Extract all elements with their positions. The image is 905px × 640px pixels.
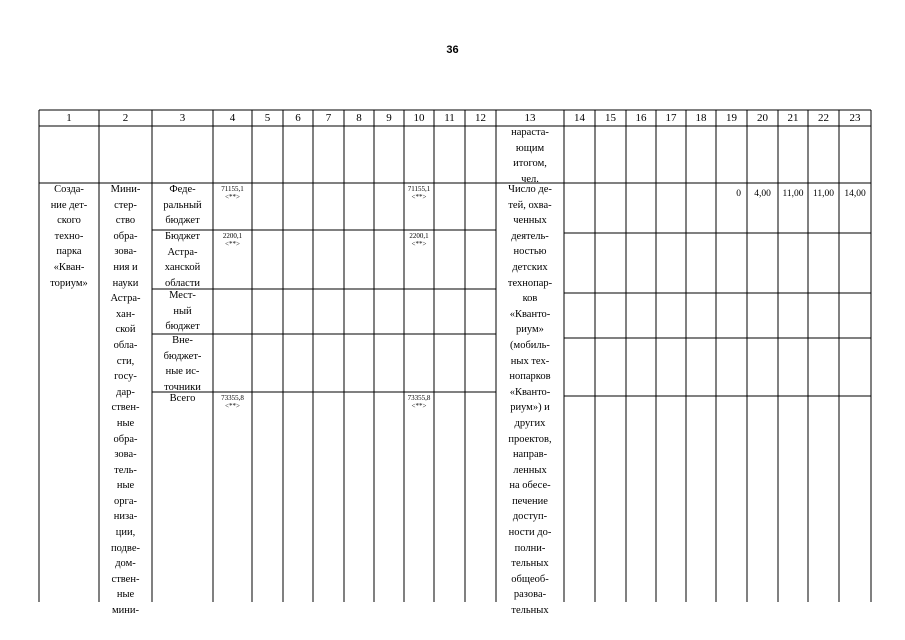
header-col-19: 19 xyxy=(726,112,737,124)
header-col-12: 12 xyxy=(475,112,486,124)
activity-name: Созда- ние дет- ского техно- парка «Кван- ториум» xyxy=(50,184,88,289)
header-col-20: 20 xyxy=(757,112,768,124)
header-col-17: 17 xyxy=(665,112,677,124)
amount-col4-regional: 2200,1 <**> xyxy=(222,232,243,248)
header-col-7: 7 xyxy=(325,112,332,124)
header-col-13: 13 xyxy=(524,112,536,124)
source-extrabudgetary: Вне- бюджет- ные ис- точники xyxy=(163,335,202,393)
header-col-10: 10 xyxy=(413,112,425,124)
amount-col4-total: 73355,8 <**> xyxy=(221,394,244,410)
amount-col10-regional: 2200,1 <**> xyxy=(409,232,429,248)
header-col-5: 5 xyxy=(264,112,271,124)
header-col-21: 21 xyxy=(787,112,799,124)
header-col-2: 2 xyxy=(122,112,129,124)
target-col20: 4,00 xyxy=(754,189,771,199)
amount-col10-federal: 71155,1 <**> xyxy=(407,185,431,201)
header-col-22: 22 xyxy=(818,112,829,124)
source-total: Всего xyxy=(169,393,196,404)
header-col-8: 8 xyxy=(356,112,362,124)
indicator-text: Число де- тей, охва- ченных деятель- ностью детских технопар- ков «Кванто- риум» (мобиль- ных тех- нопарков «Кванто- риум») и других проектов, направ- ленных на обесе- печение доступ- ности до- полни- тельных общеоб- разова- тельных xyxy=(507,184,553,617)
header-col-23: 23 xyxy=(849,112,861,124)
header-col-9: 9 xyxy=(386,112,392,124)
responsible-executor: Мини- стер- ство обра- зова- ния и науки Астра- хан- ской обла- сти, госу- дар- ствен- ные обра- зова- тель- ные орга- низа- ции, подве- дом- ствен- ные мини- xyxy=(110,184,141,617)
header-col-4: 4 xyxy=(229,112,236,124)
header-col-3: 3 xyxy=(179,112,186,124)
header-col-16: 16 xyxy=(635,112,647,124)
amount-col10-total: 73355,8 <**> xyxy=(407,394,431,410)
header-col-15: 15 xyxy=(605,112,616,124)
target-col23: 14,00 xyxy=(844,189,866,199)
carry-over-indicator-text: нараста- ющим итогом, чел. xyxy=(511,127,549,185)
header-col-1: 1 xyxy=(66,112,72,124)
target-col22: 11,00 xyxy=(812,189,835,199)
header-col-11: 11 xyxy=(444,112,455,124)
header-col-14: 14 xyxy=(574,112,585,124)
header-col-6: 6 xyxy=(295,112,301,124)
amount-col4-federal: 71155,1 <**> xyxy=(221,185,244,201)
source-regional-budget: Бюджет Астра- ханской области xyxy=(164,231,201,289)
page-number: 36 xyxy=(446,44,459,56)
header-col-18: 18 xyxy=(695,112,707,124)
target-col19: 0 xyxy=(736,189,741,199)
source-federal-budget: Феде- ральный бюджет xyxy=(163,184,202,227)
target-col21: 11,00 xyxy=(782,189,804,199)
source-local-budget: Мест- ный бюджет xyxy=(165,290,200,333)
